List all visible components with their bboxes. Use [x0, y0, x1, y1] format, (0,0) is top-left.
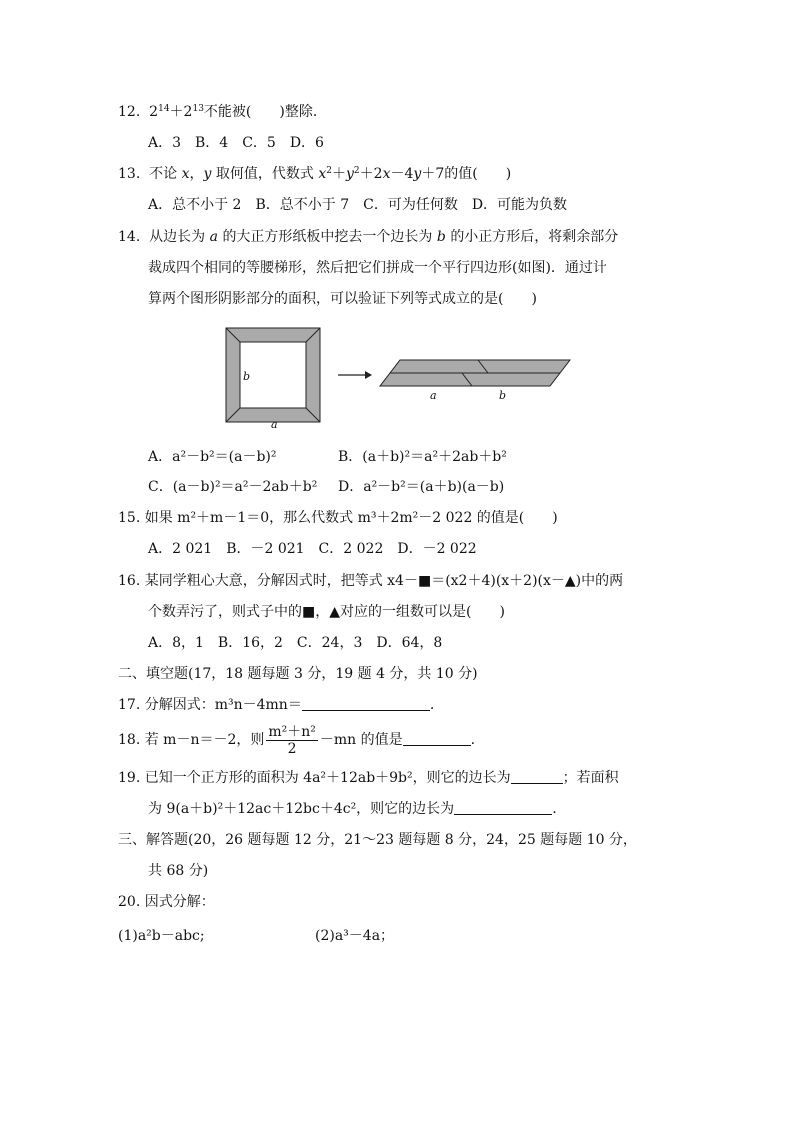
section-3-heading-line2: 共 68 分): [148, 863, 209, 879]
q19-line2: 为 9(a＋b)²＋12ac＋12bc＋4c²，则它的边长为 .: [148, 801, 557, 817]
q14-option-c: C．(a－b)²＝a²－2ab＋b²: [148, 479, 318, 495]
section-2-heading: 二、填空题(17，18 题每题 3 分，19 题 4 分，共 10 分): [118, 666, 478, 682]
q12-options: A．3 B．4 C．5 D．6: [148, 135, 324, 151]
q15-stem: 15. 如果 m²＋m－1＝0，那么代数式 m³＋2m²－2 022 的值是( ): [118, 510, 558, 526]
q20-stem: 20. 因式分解：: [118, 894, 215, 910]
q14-option-a: A．a²－b²＝(a－b)²: [148, 449, 277, 465]
q19-line1: 19. 已知一个正方形的面积为 4a²＋12ab＋9b²，则它的边长为 ；若面积: [118, 770, 619, 786]
q16-line1: 16. 某同学粗心大意，分解因式时，把等式 x4－■＝(x2＋4)(x＋2)(x－▲)中的两: [118, 573, 624, 589]
q15-options: A．2 021 B．－2 021 C．2 022 D．－2 022: [148, 541, 477, 557]
q16-line2: 个数弄污了，则式子中的■，▲对应的一组数可以是( ): [148, 604, 505, 620]
q14-line1: 14. 从边长为 a 的大正方形纸板中挖去一个边长为 b 的小正方形后，将剩余部分: [118, 229, 619, 245]
q19-answer-blank-2[interactable]: [454, 800, 552, 815]
q14-line3: 算两个图形阴影部分的面积，可以验证下列等式成立的是( ): [148, 291, 537, 307]
q13-stem: 13. 不论 x，y 取何值，代数式 $x^2+y^2+2x-4y+7$的值( ): [118, 166, 512, 182]
q12-stem: 12. $2^{14}+2^{13}$不能被( )整除．: [118, 104, 327, 120]
figure-label-b-right: b: [499, 389, 507, 402]
figure-label-a-left: a: [271, 418, 278, 431]
arrow-icon: [365, 371, 372, 379]
figure-label-a-right: a: [430, 389, 437, 402]
q17-answer-blank[interactable]: [302, 696, 430, 711]
q20-part-1: (1)a²b－abc;: [118, 928, 205, 944]
q14-line2: 裁成四个相同的等腰梯形，然后把它们拼成一个平行四边形(如图)．通过计: [148, 260, 607, 276]
q18-fraction: $\frac{\text{m²＋n²}}{2}$: [268, 723, 316, 757]
q18-stem: 18. 若 m－n＝－2，则 $\frac{\text{m²＋n²}}{2}$ －mn 的值是 .: [118, 723, 476, 757]
figure-label-b-left: b: [243, 370, 251, 383]
q19-answer-blank-1[interactable]: [511, 769, 563, 784]
q16-options: A．8，1 B．16，2 C．24，3 D．64，8: [148, 635, 443, 651]
q14-option-d: D．a²－b²＝(a＋b)(a－b): [338, 479, 505, 495]
q18-answer-blank[interactable]: [403, 731, 471, 746]
q14-option-b: B．(a＋b)²＝a²＋2ab＋b²: [338, 449, 507, 465]
section-3-heading-line1: 三、解答题(20，26 题每题 12 分，21～23 题每题 8 分，24，25 题每题 10 分，: [118, 832, 637, 848]
q13-options: A．总不小于 2 B．总不小于 7 C．可为任何数 D．可能为负数: [148, 197, 568, 213]
q17-stem: 17. 分解因式：m³n－4mn＝ .: [118, 697, 435, 713]
q20-part-2: (2)a³－4a；: [315, 928, 395, 944]
